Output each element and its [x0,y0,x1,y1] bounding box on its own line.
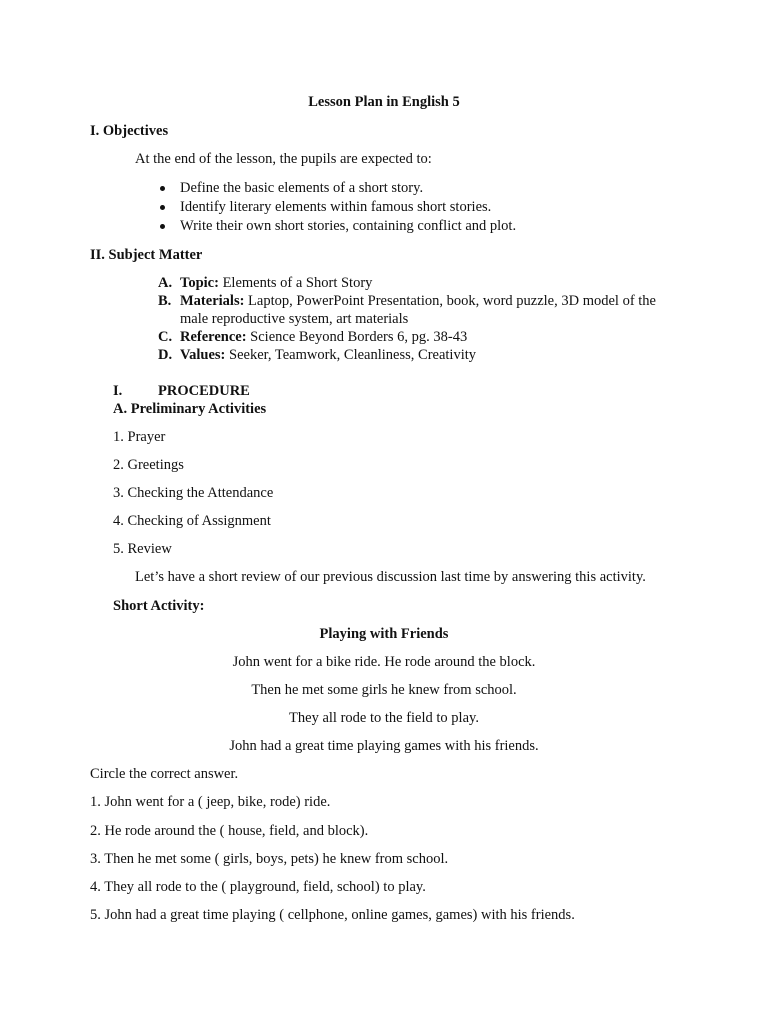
list-marker: D. [158,347,173,363]
bullet-icon [160,186,165,191]
exercise-question: 2. He rode around the ( house, field, and block). [90,823,369,839]
subject-item-text: Laptop, PowerPoint Presentation, book, word puzzle, 3D model of the [248,293,656,309]
subject-item-text: Seeker, Teamwork, Cleanliness, Creativity [229,347,477,363]
subject-item-label: Reference: [180,329,247,345]
subject-matter-heading: II. Subject Matter [90,247,203,263]
subject-item-label: Topic: [180,275,219,291]
procedure-heading: PROCEDURE [158,383,250,399]
story-title: Playing with Friends [319,626,449,642]
exercise-instruction: Circle the correct answer. [90,766,239,782]
subject-item-text-continued: male reproductive system, art materials [180,311,409,327]
story-line: John had a great time playing games with his friends. [229,738,539,754]
subject-item-text: Elements of a Short Story [222,275,373,291]
exercise-question: 1. John went for a ( jeep, bike, rode) ride. [90,794,331,810]
page-title: Lesson Plan in English 5 [308,94,460,110]
objectives-intro: At the end of the lesson, the pupils are expected to: [135,151,432,167]
preliminary-activities-heading: A. Preliminary Activities [113,401,267,417]
bullet-icon [160,224,165,229]
subject-item-topic [180,274,372,292]
subject-item-text: Science Beyond Borders 6, pg. 38-43 [250,329,468,345]
exercise-question: 3. Then he met some ( girls, boys, pets) he knew from school. [90,851,449,867]
bullet-icon [160,205,165,210]
list-marker: C. [158,329,173,345]
objective-item: Define the basic elements of a short story. [180,180,424,196]
story-line: Then he met some girls he knew from school. [251,682,517,698]
objective-item: Write their own short stories, containing conflict and plot. [180,218,517,234]
procedure-step: 4. Checking of Assignment [113,513,271,529]
exercise-question: 4. They all rode to the ( playground, field, school) to play. [90,879,426,895]
procedure-numeral: I. [113,383,123,399]
procedure-step: 5. Review [113,541,172,557]
short-activity-label: Short Activity: [113,598,205,614]
subject-item-values [180,346,476,364]
subject-item-label: Materials: [180,293,245,309]
procedure-step: 3. Checking the Attendance [113,485,274,501]
subject-item-materials [180,292,656,310]
list-marker: A. [158,275,173,291]
procedure-step: 2. Greetings [113,457,184,473]
story-line: They all rode to the field to play. [289,710,479,726]
objective-item: Identify literary elements within famous short stories. [180,199,492,215]
subject-item-label: Values: [180,347,226,363]
procedure-step: 1. Prayer [113,429,166,445]
objectives-heading: I. Objectives [90,123,169,139]
list-marker: B. [158,293,172,309]
story-line: John went for a bike ride. He rode around the block. [232,654,536,670]
exercise-question: 5. John had a great time playing ( cellphone, online games, games) with his friends. [90,907,575,923]
subject-item-reference [180,328,467,346]
review-text: Let’s have a short review of our previous discussion last time by answering this activity. [135,569,646,585]
